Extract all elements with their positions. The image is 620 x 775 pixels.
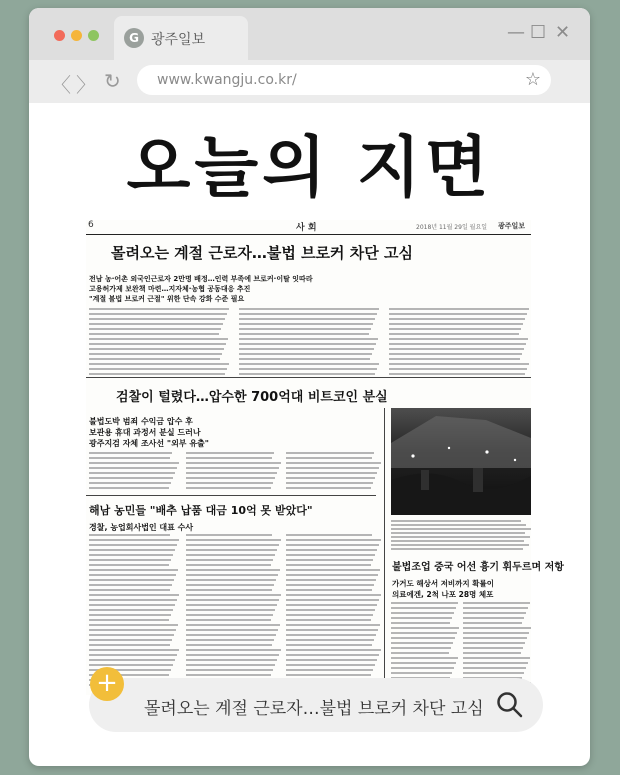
masthead-small: 광주일보 bbox=[498, 222, 526, 230]
body-text-line bbox=[463, 672, 524, 674]
body-text-line bbox=[186, 569, 280, 571]
newspaper-page[interactable] bbox=[86, 220, 564, 695]
maximize-icon[interactable]: ☐ bbox=[530, 22, 547, 43]
body-text-line bbox=[286, 549, 377, 551]
body-text-line bbox=[286, 544, 379, 546]
browser-chrome bbox=[29, 8, 590, 103]
body-text-line bbox=[389, 323, 523, 325]
body-text-line bbox=[389, 308, 529, 310]
body-text-line bbox=[463, 647, 523, 649]
body-text-line bbox=[286, 539, 381, 541]
address-bar[interactable] bbox=[137, 65, 551, 95]
body-text-line bbox=[391, 627, 459, 629]
body-text-line bbox=[286, 554, 375, 556]
search-query: 몰려오는 계절 근로자…불법 브로커 차단 고심 bbox=[144, 699, 484, 719]
body-text-line bbox=[186, 554, 275, 556]
body-text-line bbox=[89, 452, 172, 454]
body-text-line bbox=[391, 602, 458, 604]
body-text-line bbox=[186, 559, 273, 561]
body-text-line bbox=[89, 313, 227, 315]
body-text-line bbox=[89, 343, 226, 345]
body-text-line bbox=[186, 534, 272, 536]
body-text-line bbox=[286, 594, 381, 596]
body-text-line bbox=[89, 358, 220, 360]
body-text-line bbox=[391, 607, 456, 609]
body-text-line bbox=[389, 358, 520, 360]
body-text-line bbox=[286, 487, 371, 489]
body-text-line bbox=[89, 599, 177, 601]
body-text-line bbox=[239, 353, 372, 355]
body-text-line bbox=[89, 609, 173, 611]
body-text-line bbox=[239, 323, 373, 325]
body-text-line bbox=[391, 622, 450, 624]
bookmark-star-icon[interactable]: ☆ bbox=[524, 69, 541, 90]
body-text-line bbox=[391, 524, 526, 526]
close-dot[interactable] bbox=[54, 30, 65, 41]
article2-subtitle-2: 보관용 휴대 과정서 분실 드러나 bbox=[89, 428, 201, 437]
body-text-line bbox=[286, 644, 372, 646]
top-article-subtitle-1: 전남 농·어촌 외국인근로자 2만명 배정…인력 부족에 브로커·이탈 잇따라 bbox=[89, 275, 313, 283]
body-text-line bbox=[186, 629, 278, 631]
body-text-line bbox=[89, 363, 229, 365]
body-text-line bbox=[463, 607, 528, 609]
body-text-line bbox=[89, 584, 172, 586]
navigation-bar bbox=[29, 60, 590, 103]
photo-scene-icon bbox=[391, 408, 531, 515]
body-text-line bbox=[239, 373, 375, 375]
body-text-line bbox=[389, 363, 529, 365]
body-text-line bbox=[186, 487, 271, 489]
body-text-line bbox=[286, 569, 380, 571]
body-text-line bbox=[463, 602, 530, 604]
body-text-line bbox=[89, 487, 169, 489]
body-text-line bbox=[389, 318, 525, 320]
body-text-line bbox=[186, 574, 278, 576]
search-bar[interactable] bbox=[89, 678, 543, 732]
body-text-line bbox=[286, 589, 372, 591]
body-text-line bbox=[89, 649, 179, 651]
body-text-line bbox=[286, 669, 373, 671]
body-text-line bbox=[391, 672, 452, 674]
body-text-line bbox=[286, 634, 376, 636]
body-text-line bbox=[186, 594, 281, 596]
body-text-line bbox=[463, 662, 528, 664]
body-text-line bbox=[89, 318, 225, 320]
body-text-line bbox=[186, 482, 273, 484]
body-text-line bbox=[186, 477, 275, 479]
body-text-line bbox=[186, 674, 271, 676]
body-text-line bbox=[463, 657, 530, 659]
body-text-line bbox=[89, 333, 219, 335]
article4-subtitle-1: 가거도 해상서 저비까지 확률이 bbox=[392, 579, 495, 588]
body-text-line bbox=[286, 457, 372, 459]
body-text-line bbox=[239, 348, 374, 350]
body-text-line bbox=[186, 624, 280, 626]
body-text-line bbox=[286, 654, 379, 656]
body-text-line bbox=[239, 313, 377, 315]
column-divider bbox=[384, 408, 385, 688]
body-text-line bbox=[239, 328, 371, 330]
article2-title[interactable]: 검찰이 털렸다…압수한 700억대 비트코인 분실 bbox=[116, 390, 388, 405]
body-text-line bbox=[89, 629, 176, 631]
body-text-line bbox=[391, 520, 521, 522]
body-text-line bbox=[463, 617, 524, 619]
article2-subtitle-3: 광주지검 자체 조사선 "외부 유출" bbox=[89, 439, 209, 448]
body-text-line bbox=[186, 639, 274, 641]
minimize-dot[interactable] bbox=[71, 30, 82, 41]
body-text-line bbox=[89, 654, 177, 656]
date-line: 2018년 11월 29일 월요일 bbox=[416, 224, 488, 231]
body-text-line bbox=[89, 659, 175, 661]
body-text-line bbox=[186, 614, 273, 616]
body-text-line bbox=[89, 348, 224, 350]
body-text-line bbox=[391, 536, 530, 538]
minimize-icon[interactable]: — bbox=[507, 22, 525, 43]
body-text-line bbox=[186, 664, 275, 666]
body-text-line bbox=[186, 659, 277, 661]
body-text-line bbox=[286, 467, 379, 469]
body-text-line bbox=[186, 609, 275, 611]
body-text-line bbox=[463, 612, 526, 614]
body-text-line bbox=[186, 669, 273, 671]
body-text-line bbox=[89, 534, 170, 536]
body-text-line bbox=[286, 674, 371, 676]
body-text-line bbox=[389, 348, 524, 350]
body-text-line bbox=[391, 662, 456, 664]
body-text-line bbox=[186, 579, 276, 581]
article4-subtitle-2: 의료에겐, 2척 나포 28명 체포 bbox=[392, 590, 494, 599]
body-text-line bbox=[186, 654, 279, 656]
body-text-line bbox=[89, 353, 222, 355]
body-text-line bbox=[89, 574, 176, 576]
body-text-line bbox=[89, 619, 169, 621]
url-text: www.kwangju.co.kr/ bbox=[157, 72, 297, 88]
body-text-line bbox=[239, 358, 370, 360]
body-text-line bbox=[89, 539, 179, 541]
close-icon[interactable]: ✕ bbox=[555, 22, 571, 43]
body-text-line bbox=[239, 343, 376, 345]
body-text-line bbox=[89, 634, 174, 636]
body-text-line bbox=[286, 664, 375, 666]
back-icon[interactable]: 〈 bbox=[51, 73, 71, 97]
body-text-line bbox=[186, 544, 279, 546]
body-text-line bbox=[391, 637, 455, 639]
body-text-line bbox=[186, 472, 277, 474]
body-text-line bbox=[286, 619, 371, 621]
body-text-line bbox=[389, 333, 519, 335]
body-text-line bbox=[186, 539, 281, 541]
body-text-line bbox=[286, 649, 381, 651]
body-text-line bbox=[89, 323, 223, 325]
body-text-line bbox=[286, 559, 373, 561]
body-text-line bbox=[286, 599, 379, 601]
body-text-line bbox=[391, 642, 453, 644]
body-text-line bbox=[286, 472, 377, 474]
body-text-line bbox=[186, 467, 279, 469]
body-text-line bbox=[89, 338, 228, 340]
body-text-line bbox=[89, 559, 171, 561]
zoom-dot[interactable] bbox=[88, 30, 99, 41]
body-text-line bbox=[89, 554, 173, 556]
browser-window bbox=[29, 8, 590, 766]
body-text-line bbox=[286, 609, 375, 611]
body-text-line bbox=[239, 338, 378, 340]
body-text-line bbox=[463, 642, 525, 644]
top-article-subtitle-3: "계절 불법 브로커 근절" 위한 단속 강화 수준 필요 bbox=[89, 295, 245, 303]
body-text-line bbox=[89, 457, 170, 459]
section-divider-2 bbox=[86, 495, 376, 496]
body-text-line bbox=[186, 649, 281, 651]
body-text-line bbox=[286, 477, 375, 479]
body-text-line bbox=[89, 368, 227, 370]
body-text-line bbox=[89, 482, 171, 484]
body-text-line bbox=[186, 634, 276, 636]
body-text-line bbox=[286, 624, 380, 626]
article2-subtitle-1: 불법도박 범죄 수익금 압수 후 bbox=[89, 417, 193, 426]
body-text-line bbox=[286, 579, 376, 581]
body-text-line bbox=[186, 644, 272, 646]
article3-title[interactable]: 해남 농민들 "배추 납품 대금 10억 못 받았다" bbox=[89, 504, 313, 517]
body-text-line bbox=[89, 472, 175, 474]
page-title: 오늘의 지면 bbox=[126, 129, 493, 206]
body-text-line bbox=[391, 652, 449, 654]
body-text-line bbox=[89, 477, 173, 479]
body-text-line bbox=[391, 612, 454, 614]
body-text-line bbox=[89, 639, 172, 641]
article4-title[interactable]: 불법조업 중국 어선 흉기 휘두르며 저항 bbox=[392, 562, 564, 573]
body-text-line bbox=[89, 579, 174, 581]
newspaper-header bbox=[86, 220, 531, 235]
body-text-line bbox=[286, 534, 372, 536]
body-text-line bbox=[89, 569, 178, 571]
body-text-line bbox=[89, 308, 229, 310]
body-text-line bbox=[186, 619, 271, 621]
body-text-line bbox=[286, 482, 373, 484]
add-button[interactable]: + bbox=[90, 667, 124, 701]
body-text-line bbox=[89, 644, 170, 646]
body-text-line bbox=[186, 584, 274, 586]
body-text-line bbox=[239, 308, 379, 310]
body-text-line bbox=[463, 632, 529, 634]
body-text-line bbox=[391, 657, 458, 659]
section-divider bbox=[86, 377, 531, 378]
body-text-line bbox=[286, 574, 378, 576]
body-text-line bbox=[89, 589, 170, 591]
body-text-line bbox=[89, 564, 169, 566]
body-text-line bbox=[391, 647, 451, 649]
body-text-line bbox=[89, 544, 177, 546]
body-text-line bbox=[391, 544, 529, 546]
body-text-line bbox=[286, 639, 374, 641]
body-text-line bbox=[89, 614, 171, 616]
body-text-line bbox=[89, 462, 179, 464]
body-text-line bbox=[391, 548, 523, 550]
body-text-line bbox=[286, 659, 377, 661]
forward-icon[interactable]: 〉 bbox=[76, 73, 96, 97]
body-text-line bbox=[286, 462, 381, 464]
body-text-line bbox=[239, 368, 377, 370]
body-text-line bbox=[89, 373, 225, 375]
body-text-line bbox=[286, 564, 371, 566]
body-text-line bbox=[463, 637, 527, 639]
body-text-line bbox=[286, 629, 378, 631]
page-number: 6 bbox=[88, 220, 94, 230]
body-text-line bbox=[391, 528, 531, 530]
body-text-line bbox=[463, 667, 526, 669]
body-text-line bbox=[186, 457, 272, 459]
body-text-line bbox=[239, 333, 369, 335]
body-text-line bbox=[389, 338, 528, 340]
body-text-line bbox=[89, 467, 177, 469]
tab-favicon-icon: G bbox=[124, 28, 144, 48]
tab-title: 광주일보 bbox=[151, 32, 206, 48]
body-text-line bbox=[389, 328, 521, 330]
body-text-line bbox=[186, 462, 281, 464]
body-text-line bbox=[463, 627, 531, 629]
browser-tab[interactable] bbox=[114, 16, 248, 60]
top-article-subtitle-2: 고용허가제 보완책 마련…지자체·농협 공동대응 추진 bbox=[89, 285, 251, 293]
body-text-line bbox=[286, 604, 377, 606]
body-text-line bbox=[389, 353, 522, 355]
search-icon[interactable] bbox=[495, 690, 525, 720]
body-text-line bbox=[389, 368, 527, 370]
body-text-line bbox=[186, 589, 272, 591]
body-text-line bbox=[89, 328, 221, 330]
body-text-line bbox=[389, 373, 525, 375]
body-text-line bbox=[89, 624, 178, 626]
body-text-line bbox=[463, 652, 521, 654]
body-text-line bbox=[186, 452, 274, 454]
body-text-line bbox=[391, 532, 525, 534]
body-text-line bbox=[186, 604, 277, 606]
body-text-line bbox=[391, 540, 524, 542]
body-text-line bbox=[239, 318, 375, 320]
body-text-line bbox=[286, 452, 374, 454]
article3-subtitle: 경찰, 농업회사법인 대표 수사 bbox=[89, 523, 194, 532]
body-text-line bbox=[239, 363, 379, 365]
body-text-line bbox=[391, 617, 452, 619]
body-text-line bbox=[286, 614, 373, 616]
section-label: 사 회 bbox=[296, 223, 317, 233]
body-text-line bbox=[391, 667, 454, 669]
body-text-line bbox=[186, 564, 271, 566]
reload-icon[interactable]: ↻ bbox=[104, 69, 121, 93]
body-text-line bbox=[391, 632, 457, 634]
body-text-line bbox=[89, 604, 175, 606]
body-text-line bbox=[389, 343, 526, 345]
top-article-title[interactable]: 몰려오는 계절 근로자…불법 브로커 차단 고심 bbox=[111, 244, 413, 262]
body-text-line bbox=[286, 584, 374, 586]
body-text-line bbox=[186, 599, 279, 601]
news-photo[interactable] bbox=[391, 408, 531, 515]
body-text-line bbox=[186, 549, 277, 551]
body-text-line bbox=[389, 313, 527, 315]
body-text-line bbox=[463, 622, 522, 624]
body-text-line bbox=[89, 549, 175, 551]
body-text-line bbox=[89, 664, 173, 666]
body-text-line bbox=[89, 594, 179, 596]
